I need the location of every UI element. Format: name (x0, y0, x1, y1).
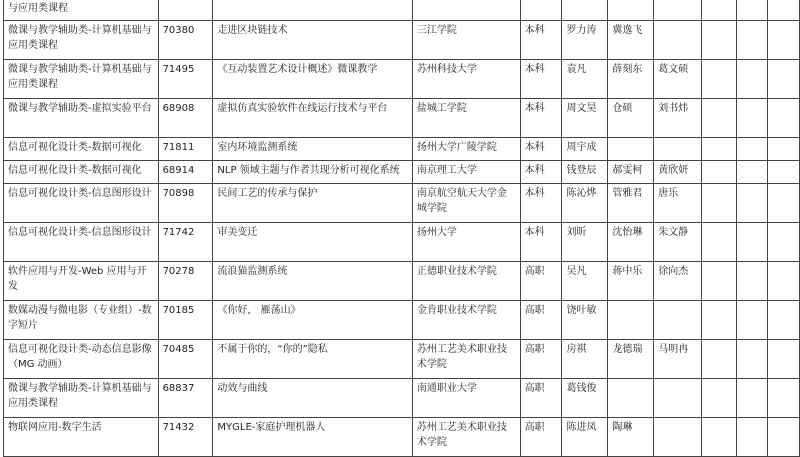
member-3-cell (654, 0, 702, 21)
school-cell: 南通职业大学 (412, 379, 520, 418)
category-cell: 软件应用与开发-Web 应用与开发 (4, 262, 159, 301)
school-cell: 南京航空航天大学金城学院 (412, 184, 520, 223)
work-title-cell: 民间工艺的传承与保护 (213, 184, 412, 223)
school-cell: 苏州科技大学 (412, 60, 520, 99)
member-1-cell: 陈进凤 (562, 418, 608, 457)
level-cell: 高职 (520, 340, 562, 379)
member-1-cell (562, 0, 608, 21)
entry-id-cell: 68837 (158, 379, 213, 418)
empty-cell (768, 418, 800, 457)
member-2-cell: 仓硕 (608, 99, 654, 138)
member-1-cell: 袁凡 (562, 60, 608, 99)
work-title-cell: 走进区块链技术 (213, 21, 412, 60)
category-cell: 微课与教学辅助类-虚拟实验平台 (4, 99, 159, 138)
category-cell: 信息可视化设计类-数据可视化 (4, 138, 159, 161)
level-cell: 高职 (520, 379, 562, 418)
school-cell: 盐城工学院 (412, 99, 520, 138)
member-3-cell: 徐向杰 (654, 262, 702, 301)
school-cell: 正德职业技术学院 (412, 262, 520, 301)
member-1-cell: 罗力涛 (562, 21, 608, 60)
work-title-cell: 《互动装置艺术设计概述》微课教学 (213, 60, 412, 99)
entry-id-cell: 71432 (158, 418, 213, 457)
entry-id-cell: 70278 (158, 262, 213, 301)
award-list-table (3, 0, 800, 457)
empty-cell (737, 184, 768, 223)
member-3-cell: 马明冉 (654, 340, 702, 379)
member-3-cell (654, 301, 702, 340)
work-title-cell: 不属于你的，“你的”隐私 (213, 340, 412, 379)
category-cell: 数媒动漫与微电影（专业组）-数字短片 (4, 301, 159, 340)
empty-cell (737, 0, 768, 21)
empty-cell (702, 21, 737, 60)
work-title-cell: 审美变迁 (213, 223, 412, 262)
school-cell: 苏州工艺美术职业技术学院 (412, 418, 520, 457)
empty-cell (737, 262, 768, 301)
level-cell: 本科 (520, 21, 562, 60)
school-cell (412, 0, 520, 21)
member-3-cell: 唐乐 (654, 184, 702, 223)
table-row (4, 340, 800, 379)
table-row (4, 223, 800, 262)
table-row (4, 0, 800, 21)
empty-cell (768, 138, 800, 161)
empty-cell (702, 0, 737, 21)
member-3-cell (654, 418, 702, 457)
table-row (4, 21, 800, 60)
empty-cell (768, 99, 800, 138)
member-3-cell: 葛文硕 (654, 60, 702, 99)
school-cell: 南京理工大学 (412, 161, 520, 184)
member-2-cell (608, 379, 654, 418)
member-1-cell: 葛钱俊 (562, 379, 608, 418)
work-title-cell: 动效与曲线 (213, 379, 412, 418)
empty-cell (702, 161, 737, 184)
member-2-cell: 蒋中乐 (608, 262, 654, 301)
work-title-cell: 室内环境监测系统 (213, 138, 412, 161)
empty-cell (768, 184, 800, 223)
school-cell: 苏州工艺美术职业技术学院 (412, 340, 520, 379)
table-row (4, 99, 800, 138)
member-1-cell: 钱登辰 (562, 161, 608, 184)
member-3-cell: 黄欣妍 (654, 161, 702, 184)
entry-id-cell: 71811 (158, 138, 213, 161)
table-row (4, 60, 800, 99)
table-row (4, 184, 800, 223)
empty-cell (768, 301, 800, 340)
empty-cell (737, 223, 768, 262)
category-cell: 信息可视化设计类-动态信息影像（MG 动画） (4, 340, 159, 379)
entry-id-cell: 70485 (158, 340, 213, 379)
level-cell: 本科 (520, 184, 562, 223)
table-body (4, 0, 800, 457)
member-1-cell: 周文昊 (562, 99, 608, 138)
school-cell: 扬州大学广陵学院 (412, 138, 520, 161)
work-title-cell (213, 0, 412, 21)
empty-cell (737, 161, 768, 184)
category-cell: 微课与教学辅助类-计算机基础与应用类课程 (4, 60, 159, 99)
category-cell: 物联网应用-数字生活 (4, 418, 159, 457)
empty-cell (702, 340, 737, 379)
member-3-cell: 刘书炜 (654, 99, 702, 138)
empty-cell (702, 184, 737, 223)
level-cell: 本科 (520, 223, 562, 262)
table-row (4, 301, 800, 340)
member-2-cell (608, 0, 654, 21)
member-2-cell: 龙德瑞 (608, 340, 654, 379)
work-title-cell: MYGLE-家庭护理机器人 (213, 418, 412, 457)
empty-cell (768, 379, 800, 418)
empty-cell (737, 99, 768, 138)
member-2-cell: 陶琳 (608, 418, 654, 457)
empty-cell (768, 262, 800, 301)
empty-cell (768, 223, 800, 262)
table-row (4, 262, 800, 301)
member-2-cell: 沈怡琳 (608, 223, 654, 262)
member-3-cell (654, 379, 702, 418)
member-3-cell: 朱文静 (654, 223, 702, 262)
level-cell: 高职 (520, 301, 562, 340)
level-cell: 高职 (520, 262, 562, 301)
empty-cell (768, 60, 800, 99)
member-3-cell (654, 21, 702, 60)
empty-cell (702, 379, 737, 418)
entry-id-cell: 71495 (158, 60, 213, 99)
entry-id-cell (158, 0, 213, 21)
member-1-cell: 陈沁烨 (562, 184, 608, 223)
empty-cell (737, 60, 768, 99)
empty-cell (737, 418, 768, 457)
category-cell: 微课与教学辅助类-计算机基础与应用类课程 (4, 379, 159, 418)
level-cell: 高职 (520, 418, 562, 457)
empty-cell (737, 21, 768, 60)
level-cell: 本科 (520, 99, 562, 138)
table-row (4, 138, 800, 161)
entry-id-cell: 70380 (158, 21, 213, 60)
work-title-cell: 虚拟仿真实验软件在线运行技术与平台 (213, 99, 412, 138)
member-2-cell: 郝雯柯 (608, 161, 654, 184)
category-cell: 信息可视化设计类-数据可视化 (4, 161, 159, 184)
member-1-cell: 刘昕 (562, 223, 608, 262)
entry-id-cell: 71742 (158, 223, 213, 262)
member-1-cell: 周宇成 (562, 138, 608, 161)
member-2-cell: 冀逸飞 (608, 21, 654, 60)
empty-cell (768, 161, 800, 184)
level-cell (520, 0, 562, 21)
member-2-cell (608, 301, 654, 340)
entry-id-cell: 68914 (158, 161, 213, 184)
empty-cell (768, 21, 800, 60)
empty-cell (737, 138, 768, 161)
entry-id-cell: 70185 (158, 301, 213, 340)
member-1-cell: 吴凡 (562, 262, 608, 301)
empty-cell (737, 379, 768, 418)
table-row (4, 379, 800, 418)
empty-cell (737, 301, 768, 340)
level-cell: 本科 (520, 138, 562, 161)
school-cell: 三江学院 (412, 21, 520, 60)
empty-cell (702, 138, 737, 161)
category-cell: 与应用类课程 (4, 0, 159, 21)
empty-cell (702, 418, 737, 457)
work-title-cell: 流浪猫监测系统 (213, 262, 412, 301)
member-2-cell: 薛刻东 (608, 60, 654, 99)
member-3-cell (654, 138, 702, 161)
empty-cell (702, 262, 737, 301)
level-cell: 本科 (520, 60, 562, 99)
empty-cell (702, 223, 737, 262)
category-cell: 信息可视化设计类-信息图形设计 (4, 184, 159, 223)
table-row (4, 418, 800, 457)
member-1-cell: 房祺 (562, 340, 608, 379)
table-row (4, 161, 800, 184)
school-cell: 金肯职业技术学院 (412, 301, 520, 340)
category-cell: 微课与教学辅助类-计算机基础与应用类课程 (4, 21, 159, 60)
empty-cell (768, 340, 800, 379)
entry-id-cell: 70898 (158, 184, 213, 223)
category-cell: 信息可视化设计类-信息图形设计 (4, 223, 159, 262)
empty-cell (737, 340, 768, 379)
member-2-cell: 管雅君 (608, 184, 654, 223)
member-2-cell (608, 138, 654, 161)
empty-cell (702, 99, 737, 138)
member-1-cell: 饶叶敏 (562, 301, 608, 340)
empty-cell (702, 301, 737, 340)
empty-cell (768, 0, 800, 21)
school-cell: 扬州大学 (412, 223, 520, 262)
entry-id-cell: 68908 (158, 99, 213, 138)
work-title-cell: 《你好， 雁荡山》 (213, 301, 412, 340)
level-cell: 本科 (520, 161, 562, 184)
empty-cell (702, 60, 737, 99)
work-title-cell: NLP 领域主题与作者共现分析可视化系统 (213, 161, 412, 184)
